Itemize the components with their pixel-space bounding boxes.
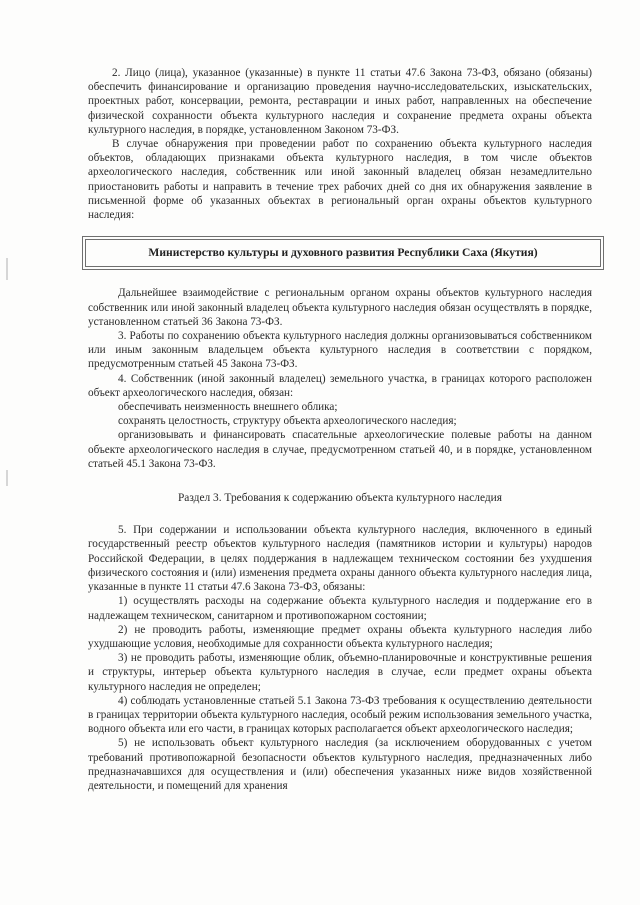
requirement-item: 4) соблюдать установленные статьей 5.1 Закона 73-ФЗ требования к осуществлению деятельности в границах территории объекта культурного наследия, особый режим использования земельного участка, водного объекта или его части, в границах которых располагается объект археологического наследия; bbox=[88, 694, 592, 736]
requirement-item: 5) не использовать объект культурного наследия (за исключением оборудованных с учетом требований противопожарной безопасности объектов культурного наследия, предназначенных либо предназначавшихся для осуществления и (или) обеспечения указанных ниже видов хозяйственной деятельности, и помещений для хранения bbox=[88, 737, 592, 792]
paragraph-discovery: В случае обнаружения при проведении работ по сохранению объекта культурного наследия объектов, обладающих признаками объекта культурного наследия, в том числе объектов археологического наследия, собственник или иной законный владелец обязан незамедлительно приостановить работы и направить в течение трех рабочих дней со дня их обнаружения заявление в письменной форме об указанных объектах в региональный орган охраны объектов культурного наследия: bbox=[88, 138, 592, 222]
requirement-item: 2) не проводить работы, изменяющие предмет охраны объекта культурного наследия либо ухудшающие условия, необходимые для сохранности объекта культурного наследия; bbox=[88, 623, 592, 650]
paragraph-5: 5. При содержании и использовании объекта культурного наследия, включенного в единый государственный реестр объектов культурного наследия (памятников истории и культуры) народов Российской Федерации, в целях поддержания в надлежащем техническом состоянии без ухудшения физического состояния и (или) изменения предмета охраны данного объекта культурного наследия лица, указанные в пункте 11 статьи 47.6 Закона 73-ФЗ, обязаны: bbox=[88, 524, 592, 594]
obligation-item: обеспечивать неизменность внешнего облика; bbox=[118, 401, 338, 414]
requirement-item: 1) осуществлять расходы на содержание объекта культурного наследия и поддержание его в надлежащем техническом, санитарном и противопожарном состоянии; bbox=[88, 595, 592, 622]
scan-edge-mark bbox=[6, 258, 8, 280]
document-body bbox=[88, 66, 592, 793]
scan-edge-mark bbox=[6, 470, 8, 486]
top-paragraphs bbox=[88, 66, 592, 222]
requirement-item: 3) не проводить работы, изменяющие облик, объемно-планировочные и конструктивные решения и структуры, интерьер объекта культурного наследия в случае, если предмет охраны объекта культурного наследия не определен; bbox=[88, 652, 592, 693]
paragraph-interaction: Дальнейшее взаимодействие с региональным органом охраны объектов культурного наследия собственник или иной законный владелец объекта культурного наследия обязан осуществлять в порядке, установленном статьей 36 Закона 73-ФЗ. bbox=[88, 287, 592, 328]
authority-name: Министерство культуры и духовного развития Республики Саха (Якутия) bbox=[85, 239, 601, 267]
paragraph-4: 4. Собственник (иной законный владелец) земельного участка, в границах которого расположен объект археологического наследия, обязан: bbox=[88, 372, 592, 399]
paragraph-2: 2. Лицо (лица), указанное (указанные) в пункте 11 статьи 47.6 Закона 73-ФЗ, обязано (обязаны) обеспечить финансирование и организацию проведения научно-исследовательских, изыскательских, проектных работ, консервации, ремонта, реставрации и иных работ, направленных на обеспечение физической сохранности объекта культурного наследия и сохранение предмета охраны объекта культурного наследия, в порядке, установленном Законом 73-ФЗ. bbox=[88, 67, 592, 136]
obligation-item: сохранять целостность, структуру объекта археологического наследия; bbox=[118, 415, 457, 428]
obligation-item: организовывать и финансировать спасательные археологические полевые работы на данном объекте археологического наследия в случае, предусмотренном статьей 40, и в порядке, установленном статьей 45.1 Закона 73-ФЗ. bbox=[88, 429, 592, 470]
bottom-paragraphs bbox=[88, 523, 592, 793]
paragraph-3: 3. Работы по сохранению объекта культурного наследия должны организовываться собственником или иным законным владельцем объекта культурного наследия в соответствии с порядком, предусмотренным статьей 45 Закона 73-ФЗ. bbox=[88, 330, 592, 371]
authority-box bbox=[82, 236, 604, 270]
middle-paragraphs bbox=[88, 286, 592, 471]
section-heading: Раздел 3. Требования к содержанию объекта культурного наследия bbox=[177, 492, 503, 505]
